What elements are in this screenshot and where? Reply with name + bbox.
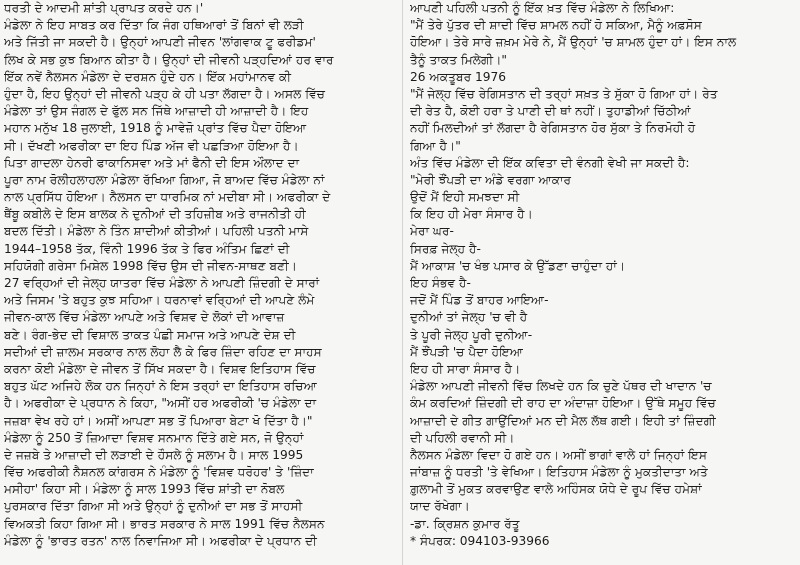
text-line: ਆਜ਼ਾਦੀ ਦੇ ਗੀਤ ਗਾਉਂਦਿਆਂ ਮਨ ਦੀ ਮੈਲ ਲੱਥ ਗਈ। ਇਹੀ ਤਾਂ ਜ਼ਿੰਦਗੀ — [410, 413, 716, 428]
text-line: ਮੰਡੇਲਾ ਨੇ ਇਹ ਸਾਬਤ ਕਰ ਦਿੱਤਾ ਕਿ ਜੰਗ ਹਥਿਆਰਾਂ ਤੋਂ ਬਿਨਾਂ ਵੀ ਲੜੀ — [4, 18, 304, 33]
text-line: ਮੰਡੇਲਾ ਨੂੰ 'ਭਾਰਤ ਰਤਨ' ਨਾਲ ਨਿਵਾਜਿਆ ਸੀ। ਅਫਰੀਕਾ ਦੇ ਪ੍ਰਧਾਨ ਦੀ — [4, 533, 317, 548]
text-line: ਦੇ ਜਜ਼ਬੇ ਤੇ ਆਜ਼ਾਦੀ ਦੀ ਲੜਾਈ ਦੇ ਹੌਸਲੇ ਨੂੰ ਸਲਾਮ ਹੈ। ਸਾਲ 1995 — [4, 447, 304, 462]
text-line: ਬਦਲ ਦਿੱਤੀ। ਮੰਡੇਲਾ ਨੇ ਤਿੰਨ ਸ਼ਾਦੀਆਂ ਕੀਤੀਆਂ। ਪਹਿਲੀ ਪਤਨੀ ਮਾਸੇ — [4, 224, 309, 239]
text-line: 27 ਵਰ੍ਹਿਆਂ ਦੀ ਜੇਲ੍ਹ ਯਾਤਰਾ ਵਿੱਚ ਮੰਡੇਲਾ ਨੇ ਆਪਣੀ ਜ਼ਿੰਦਗੀ ਦੇ ਸਾਰਾਂ — [4, 276, 320, 290]
text-line: ਬਹੁਤ ਘੱਟ ਅਜਿਹੇ ਲੋਕ ਹਨ ਜਿਨ੍ਹਾਂ ਨੇ ਇਸ ਤਰ੍ਹਾਂ ਦਾ ਇਤਿਹਾਸ ਰਚਿਆ — [4, 379, 317, 394]
text-line: ਮੰਡੇਲਾ ਨੂੰ 250 ਤੋਂ ਜ਼ਿਆਦਾ ਵਿਸ਼ਵ ਸਨਮਾਨ ਦਿੱਤੇ ਗਏ ਸਨ, ਜੋ ਉਨ੍ਹਾਂ — [4, 430, 304, 445]
text-line: -ਡਾ. ਕ੍ਰਿਸ਼ਨ ਕੁਮਾਰ ਰੱਤੂ — [410, 516, 520, 531]
text-line: ਸਹਿਯੋਗੀ ਗਰੇਸਾ ਮਿਸ਼ੇਲ 1998 ਵਿੱਚ ਉਸ ਦੀ ਜੀਵਨ-ਸਾਥਣ ਬਣੀ। — [4, 258, 297, 273]
text-line: ਇੱਕ ਨਵੇਂ ਨੈਲਸਨ ਮੰਡੇਲਾ ਦੇ ਦਰਸ਼ਨ ਹੁੰਦੇ ਹਨ। ਇੱਕ ਮਹਾਂਮਾਨਵ ਕੀ — [4, 69, 292, 84]
text-line: "ਮੇਰੀ ਝੌਂਪੜੀ ਦਾ ਅੰਡੇ ਵਰਗਾ ਆਕਾਰ — [410, 172, 572, 187]
text-line: ਮੰਡੇਲਾ ਆਪਣੀ ਜੀਵਨੀ ਵਿੱਚ ਲਿਖਦੇ ਹਨ ਕਿ ਚੁਣੇ ਪੱਥਰ ਦੀ ਖਾਦਾਨ 'ਚ — [410, 379, 712, 394]
text-line: ਹੋਇਆ। ਤੇਰੇ ਸਾਰੇ ਜ਼ਖ਼ਮ ਮੇਰੇ ਨੇ, ਮੈਂ ਉਨ੍ਹਾਂ 'ਚ ਸ਼ਾਮਲ ਹੁੰਦਾ ਹਾਂ। ਇਸ ਨਾਲ — [410, 35, 737, 50]
text-line: ਪੂਰਾ ਨਾਮ ਰੋਲੀਹਲਾਹਲਾ ਮੰਡੇਲਾ ਰੱਖਿਆ ਗਿਆ, ਜੋ ਬਾਅਦ ਵਿੱਚ ਮੰਡੇਲਾ ਨਾਂ — [4, 172, 325, 187]
text-line: ਤੇ ਪੂਰੀ ਜੇਲ੍ਹ ਪੂਰੀ ਦੁਨੀਆ- — [410, 327, 533, 342]
text-line: ਥੈਂਬੂ ਕਬੀਲੇ ਦੇ ਇਸ ਬਾਲਕ ਨੇ ਦੁਨੀਆਂ ਦੀ ਤਹਿਜ਼ੀਬ ਅਤੇ ਰਾਜਨੀਤੀ ਹੀ — [4, 207, 306, 222]
text-line: ਯਾਦ ਰੱਖੇਗਾ। — [410, 499, 470, 514]
text-line: ਇਹ ਹੀ ਸਾਰਾ ਸੰਸਾਰ ਹੈ। — [410, 361, 521, 376]
text-line: ਮੈਂ ਆਕਾਸ਼ 'ਚ ਖੰਭ ਪਸਾਰ ਕੇ ਉੱਡਣਾ ਚਾਹੁੰਦਾ ਹਾਂ। — [410, 258, 626, 273]
text-line: ਹੈ। ਅਫਰੀਕਾ ਦੇ ਪ੍ਰਧਾਨ ਨੇ ਕਿਹਾ, "ਅਸੀਂ ਹਰ ਅਫਰੀਕੀ 'ਚ ਮੰਡੇਲਾ ਦਾ — [4, 396, 317, 411]
text-line: 26 ਅਕਤੂਬਰ 1976 — [410, 69, 507, 84]
text-line: ਕਰਨਾ ਕੋਈ ਮੰਡੇਲਾ ਦੇ ਜੀਵਨ ਤੋਂ ਸਿੱਖ ਸਕਦਾ ਹੈ। ਵਿਸ਼ਵ ਇਤਿਹਾਸ ਵਿੱਚ — [4, 361, 316, 376]
text-line: ਦੀ ਪਹਿਲੀ ਰਵਾਨੀ ਸੀ। — [410, 430, 515, 445]
text-line: ਮੇਰਾ ਘਰ- — [410, 224, 454, 239]
text-line: * ਸੰਪਰਕ: 094103-93966 — [410, 533, 550, 548]
text-line: ਧਰਤੀ ਦੇ ਆਦਮੀ ਸ਼ਾਂਤੀ ਪ੍ਰਾਪਤ ਕਰਦੇ ਹਨ।' — [4, 1, 204, 15]
text-line: ਅਤੇ ਜਿਸਮ 'ਤੇ ਬਹੁਤ ਕੁਝ ਸਹਿਆ। ਧਰਨਾਵਾਂ ਵਰ੍ਹਿਆਂ ਦੀ ਆਪਣੇ ਲੰਮੇ — [4, 293, 315, 308]
text-line: ਕਿ ਇਹ ਹੀ ਮੇਰਾ ਸੰਸਾਰ ਹੈ। — [410, 207, 533, 222]
text-line: ਪੁਰਸਕਾਰ ਦਿੱਤਾ ਗਿਆ ਸੀ ਅਤੇ ਉਨ੍ਹਾਂ ਨੂੰ ਦੁਨੀਆਂ ਦਾ ਸਭ ਤੋਂ ਸਾਹਸੀ — [4, 499, 303, 514]
text-line: ਲਿਖ ਕੇ ਸਭ ਕੁਝ ਬਿਆਨ ਕੀਤਾ ਹੈ। ਉਨ੍ਹਾਂ ਦੀ ਜੀਵਨੀ ਪੜ੍ਹਦਿਆਂ ਹਰ ਵਾਰ — [4, 52, 334, 67]
right-text-column — [410, 0, 796, 550]
text-line: ਕੰਮ ਕਰਦਿਆਂ ਜ਼ਿੰਦਗੀ ਦੀ ਰਾਹ ਦਾ ਅੰਦਾਜ਼ਾ ਹੋਇਆ। ਉੱਥੇ ਸਮੂਹ ਵਿੱਚ — [410, 396, 716, 411]
text-line: ਨੈਲਸਨ ਮੰਡੇਲਾ ਵਿਦਾ ਹੋ ਗਏ ਹਨ। ਅਸੀਂ ਭਾਗਾਂ ਵਾਲੇ ਹਾਂ ਜਿਨ੍ਹਾਂ ਇਸ — [410, 447, 707, 462]
text-line: ਮਸੀਹਾ' ਕਿਹਾ ਸੀ। ਮੰਡੇਲਾ ਨੂੰ ਸਾਲ 1993 ਵਿੱਚ ਸ਼ਾਂਤੀ ਦਾ ਨੋਬਲ — [4, 482, 285, 497]
column-divider — [402, 0, 403, 565]
text-line: "ਮੈਂ ਜੇਲ੍ਹ ਵਿੱਚ ਰੇਗਿਸਤਾਨ ਦੀ ਤਰ੍ਹਾਂ ਸਖ਼ਤ ਤੇ ਸੁੱਕਾ ਹੋ ਗਿਆ ਹਾਂ। ਰੇਤ — [410, 86, 718, 101]
text-line: ਦੀ ਰੇਤ ਹੈ, ਕੋਈ ਹਰਾ ਤੇ ਪਾਣੀ ਦੀ ਥਾਂ ਨਹੀਂ। ਤੁਹਾਡੀਆਂ ਚਿੱਠੀਆਂ — [410, 104, 691, 119]
text-line: ਮੰਡੇਲਾ ਤਾਂ ਉਸ ਜੰਗਲ ਦੇ ਫੁੱਲ ਸਨ ਜਿੱਥੇ ਆਜ਼ਾਦੀ ਹੀ ਆਜ਼ਾਦੀ ਹੈ। ਇਹ — [4, 104, 309, 119]
text-line: ਸੀ। ਦੱਖਣੀ ਅਫਰੀਕਾ ਦਾ ਇਹ ਪਿੰਡ ਅੱਜ ਵੀ ਪਛੜਿਆ ਹੋਇਆ ਹੈ। — [4, 138, 299, 153]
text-line: ਜਜ਼ਬਾ ਵੇਖ ਰਹੇ ਹਾਂ। ਅਸੀਂ ਆਪਣਾ ਸਭ ਤੋਂ ਪਿਆਰਾ ਬੇਟਾ ਖੋ ਦਿੱਤਾ ਹੈ।" — [4, 413, 313, 428]
text-line: 1944–1958 ਤੱਕ, ਵਿੰਨੀ 1996 ਤੱਕ ਤੇ ਫਿਰ ਅੰਤਿਮ ਛਿਣਾਂ ਦੀ — [4, 241, 290, 256]
text-line: ਜਦੋਂ ਮੈਂ ਪਿੰਡ ਤੋਂ ਬਾਹਰ ਆਇਆ- — [410, 293, 549, 308]
text-line: ਵਿੱਚ ਅਫਰੀਕੀ ਨੈਸ਼ਨਲ ਕਾਂਗਰਸ ਨੇ ਮੰਡੇਲਾ ਨੂੰ 'ਵਿਸ਼ਵ ਧਰੋਹਰ' ਤੇ 'ਜ਼ਿੰਦਾ — [4, 465, 314, 480]
text-line: ਗਿਆ ਹੈ।" — [410, 138, 461, 153]
text-line: ਆਪਣੀ ਪਹਿਲੀ ਪਤਨੀ ਨੂੰ ਇੱਕ ਖ਼ਤ ਵਿੱਚ ਮੰਡੇਲਾ ਨੇ ਲਿਖਿਆ: — [410, 1, 675, 15]
text-line: ਨਾਲ ਪ੍ਰਸਿੱਧ ਹੋਇਆ। ਨੈਲਸਨ ਦਾ ਧਾਰਮਿਕ ਨਾਂ ਮਦੀਬਾ ਸੀ। ਅਫਰੀਕਾ ਦੇ — [4, 190, 331, 205]
text-line: ਜਾਂਬਾਜ਼ ਨੂੰ ਧਰਤੀ 'ਤੇ ਵੇਖਿਆ। ਇਤਿਹਾਸ ਮੰਡੇਲਾ ਨੂੰ ਮੁਕਤੀਦਾਤਾ ਅਤੇ — [410, 465, 708, 480]
text-line: ਪਿਤਾ ਗਾਦਲਾ ਹੇਨਰੀ ਫਾਕਾਨਿਸਵਾ ਅਤੇ ਮਾਂ ਫੈਨੀ ਦੀ ਇਸ ਔਲਾਦ ਦਾ — [4, 155, 300, 170]
text-line: ਦੁਨੀਆਂ ਤਾਂ ਜੇਲ੍ਹ 'ਚ ਵੀ ਹੈ — [410, 310, 528, 325]
text-line: ਗ਼ੁਲਾਮੀ ਤੋਂ ਮੁਕਤ ਕਰਵਾਉਣ ਵਾਲੇ ਅਹਿੰਸਕ ਯੋਧੇ ਦੇ ਰੂਪ ਵਿੱਚ ਹਮੇਸ਼ਾਂ — [410, 482, 702, 497]
left-text-column — [4, 0, 396, 550]
text-line: ਅਤੇ ਜਿੱਤੀ ਜਾ ਸਕਦੀ ਹੈ। ਉਨ੍ਹਾਂ ਆਪਣੀ ਜੀਵਨ 'ਲਾਂਗਵਾਕ ਟੂ ਫਰੀਡਮ' — [4, 35, 316, 50]
text-line: ਅੰਤ ਵਿੱਚ ਮੰਡੇਲਾ ਦੀ ਇੱਕ ਕਵਿਤਾ ਦੀ ਵੰਨਗੀ ਵੇਖੀ ਜਾ ਸਕਦੀ ਹੈ: — [410, 155, 690, 170]
text-line: ਤੈਨੂੰ ਤਾਕਤ ਮਿਲੇਗੀ।" — [410, 52, 508, 67]
text-line: ਜੀਵਨ-ਕਾਲ ਵਿੱਚ ਮੰਡੇਲਾ ਆਪਣੇ ਅਤੇ ਵਿਸ਼ਵ ਦੇ ਲੋਕਾਂ ਦੀ ਆਵਾਜ਼ — [4, 310, 285, 325]
text-line: ਵਿਅਕਤੀ ਕਿਹਾ ਗਿਆ ਸੀ। ਭਾਰਤ ਸਰਕਾਰ ਨੇ ਸਾਲ 1991 ਵਿੱਚ ਨੈਲਸਨ — [4, 516, 325, 531]
text-line: ਮੈਂ ਝੌਂਪੜੀ 'ਚ ਪੈਦਾ ਹੋਇਆ — [410, 344, 523, 359]
text-line: ਮਹਾਨ ਮਨੁੱਖ 18 ਜੁਲਾਈ, 1918 ਨੂੰ ਮਾਵੇਜ਼ੋ ਪ੍ਰਾਂਤ ਵਿੱਚ ਪੈਦਾ ਹੋਇਆ — [4, 121, 307, 136]
text-line: ਸਿਰਫ਼ ਜੇਲ੍ਹ ਹੈ- — [410, 241, 481, 256]
text-line: "ਮੈਂ ਤੇਰੇ ਪੁੱਤਰ ਦੀ ਸ਼ਾਦੀ ਵਿੱਚ ਸ਼ਾਮਲ ਨਹੀਂ ਹੋ ਸਕਿਆ, ਮੈਨੂੰ ਅਫ਼ਸੋਸ — [410, 18, 702, 33]
text-line: ਨਹੀਂ ਮਿਲਦੀਆਂ ਤਾਂ ਲੱਗਦਾ ਹੈ ਰੇਗਿਸਤਾਨ ਹੋਰ ਸੁੱਕਾ ਤੇ ਨਿਰਮੋਹੀ ਹੋ — [410, 121, 696, 136]
text-line: ਇਹ ਸੰਭਵ ਹੈ- — [410, 276, 471, 290]
text-line: ਹੁੰਦਾ ਹੈ, ਇਹ ਉਨ੍ਹਾਂ ਦੀ ਜੀਵਨੀ ਪੜ੍ਹ ਕੇ ਹੀ ਪਤਾ ਲੱਗਦਾ ਹੈ। ਅਸਲ ਵਿੱਚ — [4, 86, 325, 101]
text-line: ਬਣੇ। ਰੰਗ-ਭੇਦ ਦੀ ਵਿਸ਼ਾਲ ਤਾਕਤ ਪੰਛੀ ਸਮਾਜ ਅਤੇ ਆਪਣੇ ਦੇਸ਼ ਦੀ — [4, 327, 296, 342]
text-line: ਸਦੀਆਂ ਦੀ ਜ਼ਾਲਮ ਸਰਕਾਰ ਨਾਲ ਲੋਹਾ ਲੈ ਕੇ ਫਿਰ ਜ਼ਿੰਦਾ ਰਹਿਣ ਦਾ ਸਾਹਸ — [4, 344, 322, 359]
text-line: ਉਦੋਂ ਮੈਂ ਇਹੀ ਸਮਝਦਾ ਸੀ — [410, 190, 520, 205]
